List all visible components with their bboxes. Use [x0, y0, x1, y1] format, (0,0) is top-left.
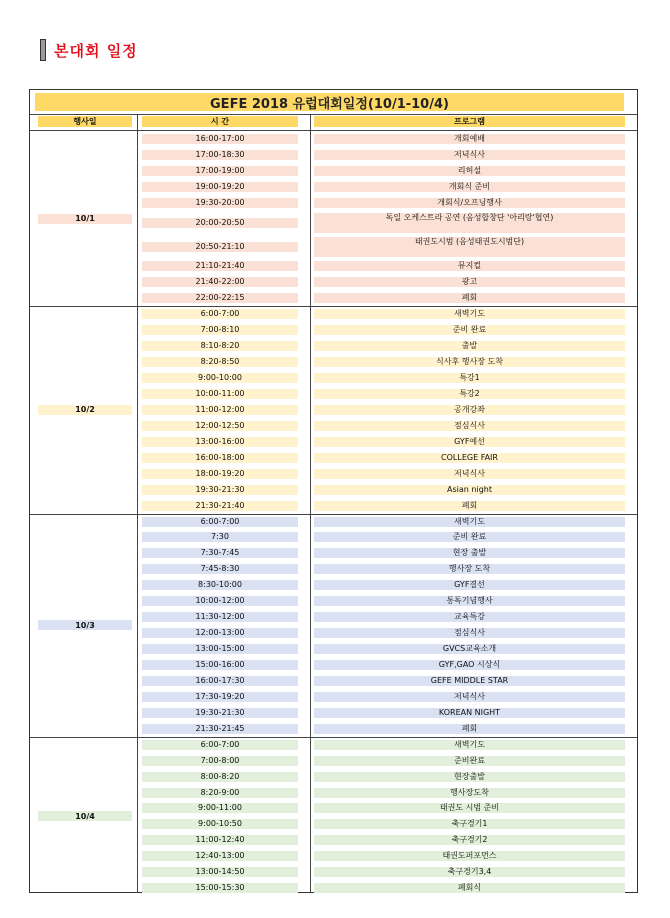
- header-top-line: [30, 114, 637, 115]
- program-cell: 개회식/오프닝행사: [314, 198, 625, 208]
- day-separator: [30, 737, 637, 738]
- header-bottom-line: [30, 130, 637, 131]
- program-cell: 행사장도착: [314, 788, 625, 798]
- time-cell: 16:00-18:00: [142, 453, 298, 463]
- header-day: 행사일: [38, 116, 132, 127]
- time-cell: 20:00-20:50: [142, 218, 298, 228]
- program-cell: 개회예배: [314, 134, 625, 144]
- day-separator: [30, 306, 637, 307]
- program-cell: 현장출발: [314, 772, 625, 782]
- time-cell: 13:00-14:50: [142, 867, 298, 877]
- time-cell: 6:00-7:00: [142, 309, 298, 319]
- program-cell: 출발: [314, 341, 625, 351]
- program-cell: 폐회: [314, 501, 625, 511]
- program-cell: 독일 오케스트라 공연 (음성합창단 '아리랑'협연): [314, 213, 625, 233]
- header-time: 시 간: [142, 116, 298, 127]
- program-cell: 태권도퍼포먼스: [314, 851, 625, 861]
- program-cell: 저녁식사: [314, 469, 625, 479]
- program-cell: GVCS교육소개: [314, 644, 625, 654]
- program-cell: 리허설: [314, 166, 625, 176]
- time-cell: 19:00-19:20: [142, 182, 298, 192]
- day-label: 10/1: [38, 214, 132, 224]
- time-cell: 7:00-8:00: [142, 756, 298, 766]
- time-cell: 21:40-22:00: [142, 277, 298, 287]
- time-cell: 17:00-19:00: [142, 166, 298, 176]
- time-cell: 16:00-17:30: [142, 676, 298, 686]
- program-cell: KOREAN NIGHT: [314, 708, 625, 718]
- time-cell: 19:30-21:30: [142, 485, 298, 495]
- program-cell: 공개강좌: [314, 405, 625, 415]
- time-cell: 8:20-8:50: [142, 357, 298, 367]
- program-cell: 저녁식사: [314, 692, 625, 702]
- time-cell: 9:00-11:00: [142, 803, 298, 813]
- header-program: 프로그램: [314, 116, 625, 127]
- program-cell: 특강2: [314, 389, 625, 399]
- time-cell: 7:30: [142, 532, 298, 542]
- day-label: 10/2: [38, 405, 132, 415]
- time-cell: 7:00-8:10: [142, 325, 298, 335]
- time-cell: 8:00-8:20: [142, 772, 298, 782]
- program-cell: 축구경기2: [314, 835, 625, 845]
- program-cell: GYF예선: [314, 437, 625, 447]
- time-cell: 13:00-15:00: [142, 644, 298, 654]
- heading-marker: [40, 39, 46, 61]
- program-cell: GYF,GAO 시상식: [314, 660, 625, 670]
- day-label: 10/3: [38, 620, 132, 630]
- time-cell: 12:00-13:00: [142, 628, 298, 638]
- time-cell: 11:00-12:40: [142, 835, 298, 845]
- time-cell: 8:30-10:00: [142, 580, 298, 590]
- time-cell: 8:20-9:00: [142, 788, 298, 798]
- time-cell: 13:00-16:00: [142, 437, 298, 447]
- time-cell: 15:00-16:00: [142, 660, 298, 670]
- time-cell: 21:10-21:40: [142, 261, 298, 271]
- heading-text: 본대회 일정: [54, 41, 138, 60]
- time-cell: 19:30-21:30: [142, 708, 298, 718]
- time-cell: 21:30-21:40: [142, 501, 298, 511]
- program-cell: 태권도 시범 준비: [314, 803, 625, 813]
- time-cell: 11:00-12:00: [142, 405, 298, 415]
- program-cell: GYF결선: [314, 580, 625, 590]
- program-cell: 폐회: [314, 724, 625, 734]
- program-cell: 현장 출발: [314, 548, 625, 558]
- time-cell: 7:45-8:30: [142, 564, 298, 574]
- section-heading: [40, 38, 138, 62]
- program-cell: 새벽기도: [314, 517, 625, 527]
- time-cell: 17:00-18:30: [142, 150, 298, 160]
- time-cell: 8:10-8:20: [142, 341, 298, 351]
- column-divider-time: [310, 114, 311, 893]
- time-cell: 7:30-7:45: [142, 548, 298, 558]
- time-cell: 17:30-19:20: [142, 692, 298, 702]
- program-cell: 새벽기도: [314, 309, 625, 319]
- time-cell: 9:00-10:50: [142, 819, 298, 829]
- program-cell: 태권도시범 (음성태권도시범단): [314, 237, 625, 257]
- program-cell: Asian night: [314, 485, 625, 495]
- time-cell: 11:30-12:00: [142, 612, 298, 622]
- program-cell: 준비완료: [314, 756, 625, 766]
- program-cell: 축구경기1: [314, 819, 625, 829]
- time-cell: 19:30-20:00: [142, 198, 298, 208]
- program-cell: 저녁식사: [314, 150, 625, 160]
- day-separator: [30, 514, 637, 515]
- time-cell: 22:00-22:15: [142, 293, 298, 303]
- time-cell: 20:50-21:10: [142, 242, 298, 252]
- column-divider-day: [137, 114, 138, 893]
- time-cell: 9:00-10:00: [142, 373, 298, 383]
- program-cell: 축구경기3,4: [314, 867, 625, 877]
- time-cell: 18:00-19:20: [142, 469, 298, 479]
- program-cell: 특강1: [314, 373, 625, 383]
- program-cell: GEFE MIDDLE STAR: [314, 676, 625, 686]
- schedule-table: [29, 89, 638, 893]
- program-cell: 폐회: [314, 293, 625, 303]
- time-cell: 6:00-7:00: [142, 740, 298, 750]
- time-cell: 6:00-7:00: [142, 517, 298, 527]
- program-cell: 통독기념행사: [314, 596, 625, 606]
- program-cell: 광고: [314, 277, 625, 287]
- program-cell: 폐회식: [314, 883, 625, 893]
- program-cell: 준비 완료: [314, 325, 625, 335]
- program-cell: 점심식사: [314, 421, 625, 431]
- time-cell: 10:00-11:00: [142, 389, 298, 399]
- time-cell: 16:00-17:00: [142, 134, 298, 144]
- time-cell: 12:40-13:00: [142, 851, 298, 861]
- time-cell: 21:30-21:45: [142, 724, 298, 734]
- program-cell: 행사장 도착: [314, 564, 625, 574]
- program-cell: 식사후 행사장 도착: [314, 357, 625, 367]
- program-cell: 뮤지컬: [314, 261, 625, 271]
- day-label: 10/4: [38, 811, 132, 821]
- table-title: GEFE 2018 유럽대회일정(10/1-10/4): [35, 93, 624, 111]
- program-cell: 준비 완료: [314, 532, 625, 542]
- program-cell: COLLEGE FAIR: [314, 453, 625, 463]
- time-cell: 10:00-12:00: [142, 596, 298, 606]
- time-cell: 15:00-15:30: [142, 883, 298, 893]
- program-cell: 새벽기도: [314, 740, 625, 750]
- time-cell: 12:00-12:50: [142, 421, 298, 431]
- program-cell: 개회식 준비: [314, 182, 625, 192]
- program-cell: 점심식사: [314, 628, 625, 638]
- program-cell: 교육특강: [314, 612, 625, 622]
